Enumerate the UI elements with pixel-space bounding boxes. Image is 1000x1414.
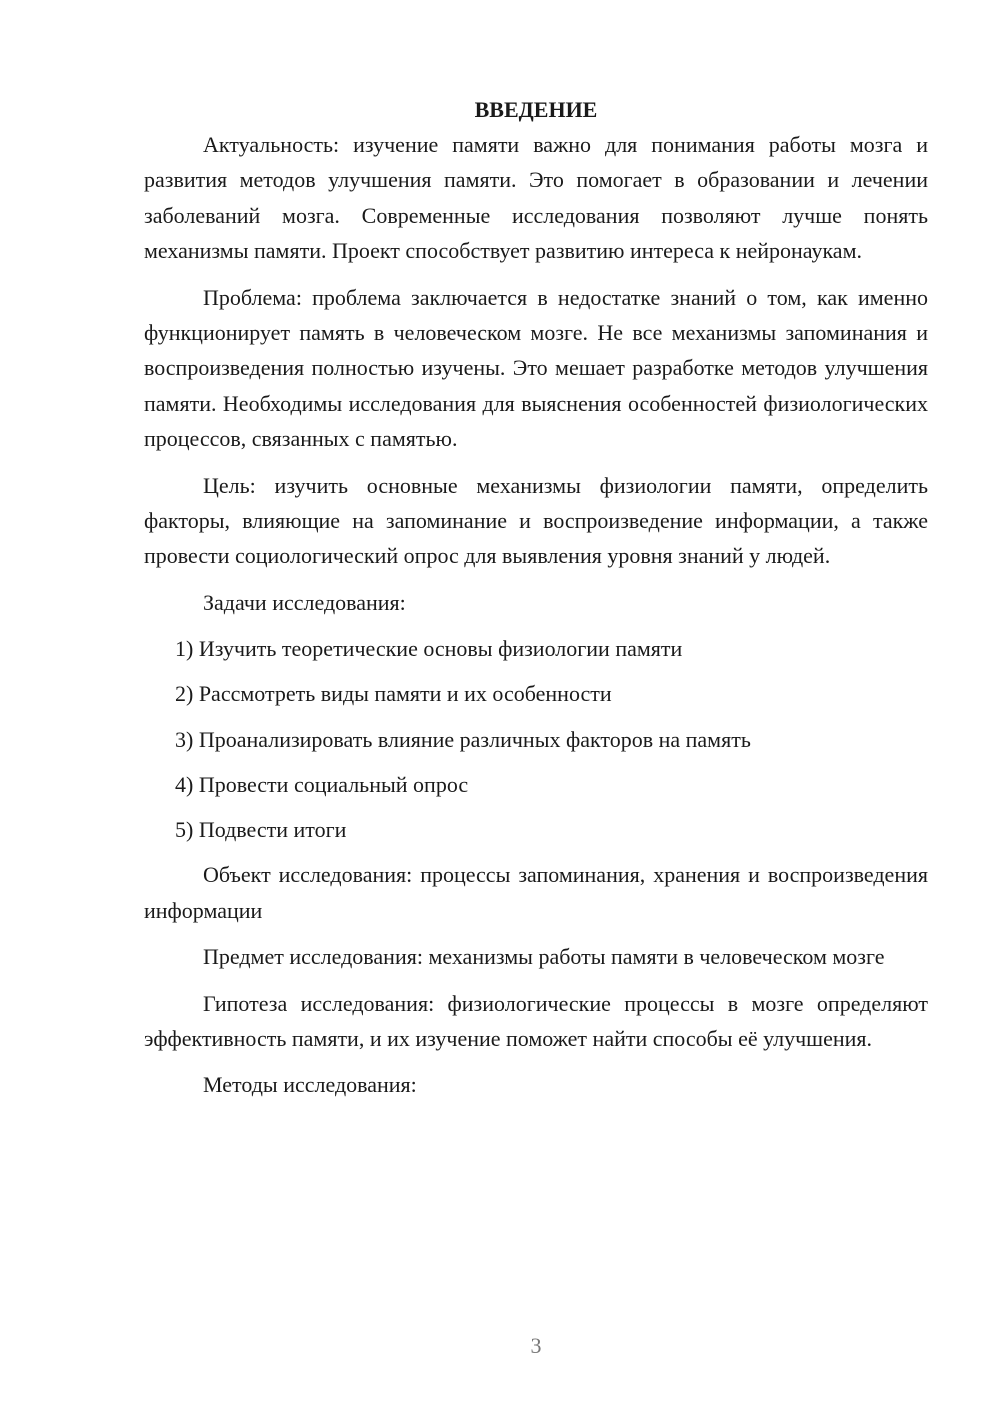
tasks-list: [144, 631, 928, 847]
page-title: ВВЕДЕНИЕ: [474, 97, 598, 122]
list-item: 4) Провести социальный опрос: [175, 771, 469, 797]
paragraph-spacer: [144, 975, 928, 986]
list-item: 3) Проанализировать влияние различных факторов на память: [175, 726, 751, 752]
document-body: [144, 92, 928, 1103]
list-item: 2) Рассмотреть виды памяти и их особенности: [175, 681, 612, 707]
paragraph-spacer: [144, 620, 928, 631]
goal-paragraph: Цель: изучить основные механизмы физиологии памяти, определить факторы, влияющие на запоминание и воспроизведение информации, а также провести социологический опрос для выявления уровня знаний у людей.: [144, 472, 928, 569]
list-item: 1) Изучить теоретические основы физиологии памяти: [175, 636, 683, 662]
paragraph-spacer: [144, 574, 928, 585]
paragraph-spacer: [144, 269, 928, 280]
paragraph-spacer: [144, 457, 928, 468]
paragraph-spacer: [144, 928, 928, 939]
relevance-paragraph: Актуальность: изучение памяти важно для понимания работы мозга и развития методов улучшения памяти. Это помогает в образовании и лечении заболеваний мозга. Современные исследования позволяют лучше понять механизмы памяти. Проект способствует развитию интереса к нейронаукам.: [144, 132, 928, 264]
paragraph-spacer: [144, 1056, 928, 1067]
methods-heading: Методы исследования:: [203, 1072, 417, 1098]
page-number: 3: [530, 1333, 542, 1358]
subject-paragraph: Предмет исследования: механизмы работы памяти в человеческом мозге: [203, 944, 885, 970]
object-paragraph: Объект исследования: процессы запоминания, хранения и воспроизведения информации: [144, 862, 928, 923]
tasks-heading: Задачи исследования:: [203, 589, 406, 615]
list-item: 5) Подвести итоги: [175, 817, 347, 843]
hypothesis-paragraph: Гипотеза исследования: физиологические процессы в мозге определяют эффективность памяти, и их изучение поможет найти способы её улучшения.: [144, 990, 928, 1051]
problem-paragraph: Проблема: проблема заключается в недостатке знаний о том, как именно функционирует память в человеческом мозге. Не все механизмы запоминания и воспроизведения полностью изучены. Это мешает разработке методов улучшения памяти. Необходимы исследования для выяснения особенностей физиологических процессов, связанных с памятью.: [144, 284, 928, 452]
